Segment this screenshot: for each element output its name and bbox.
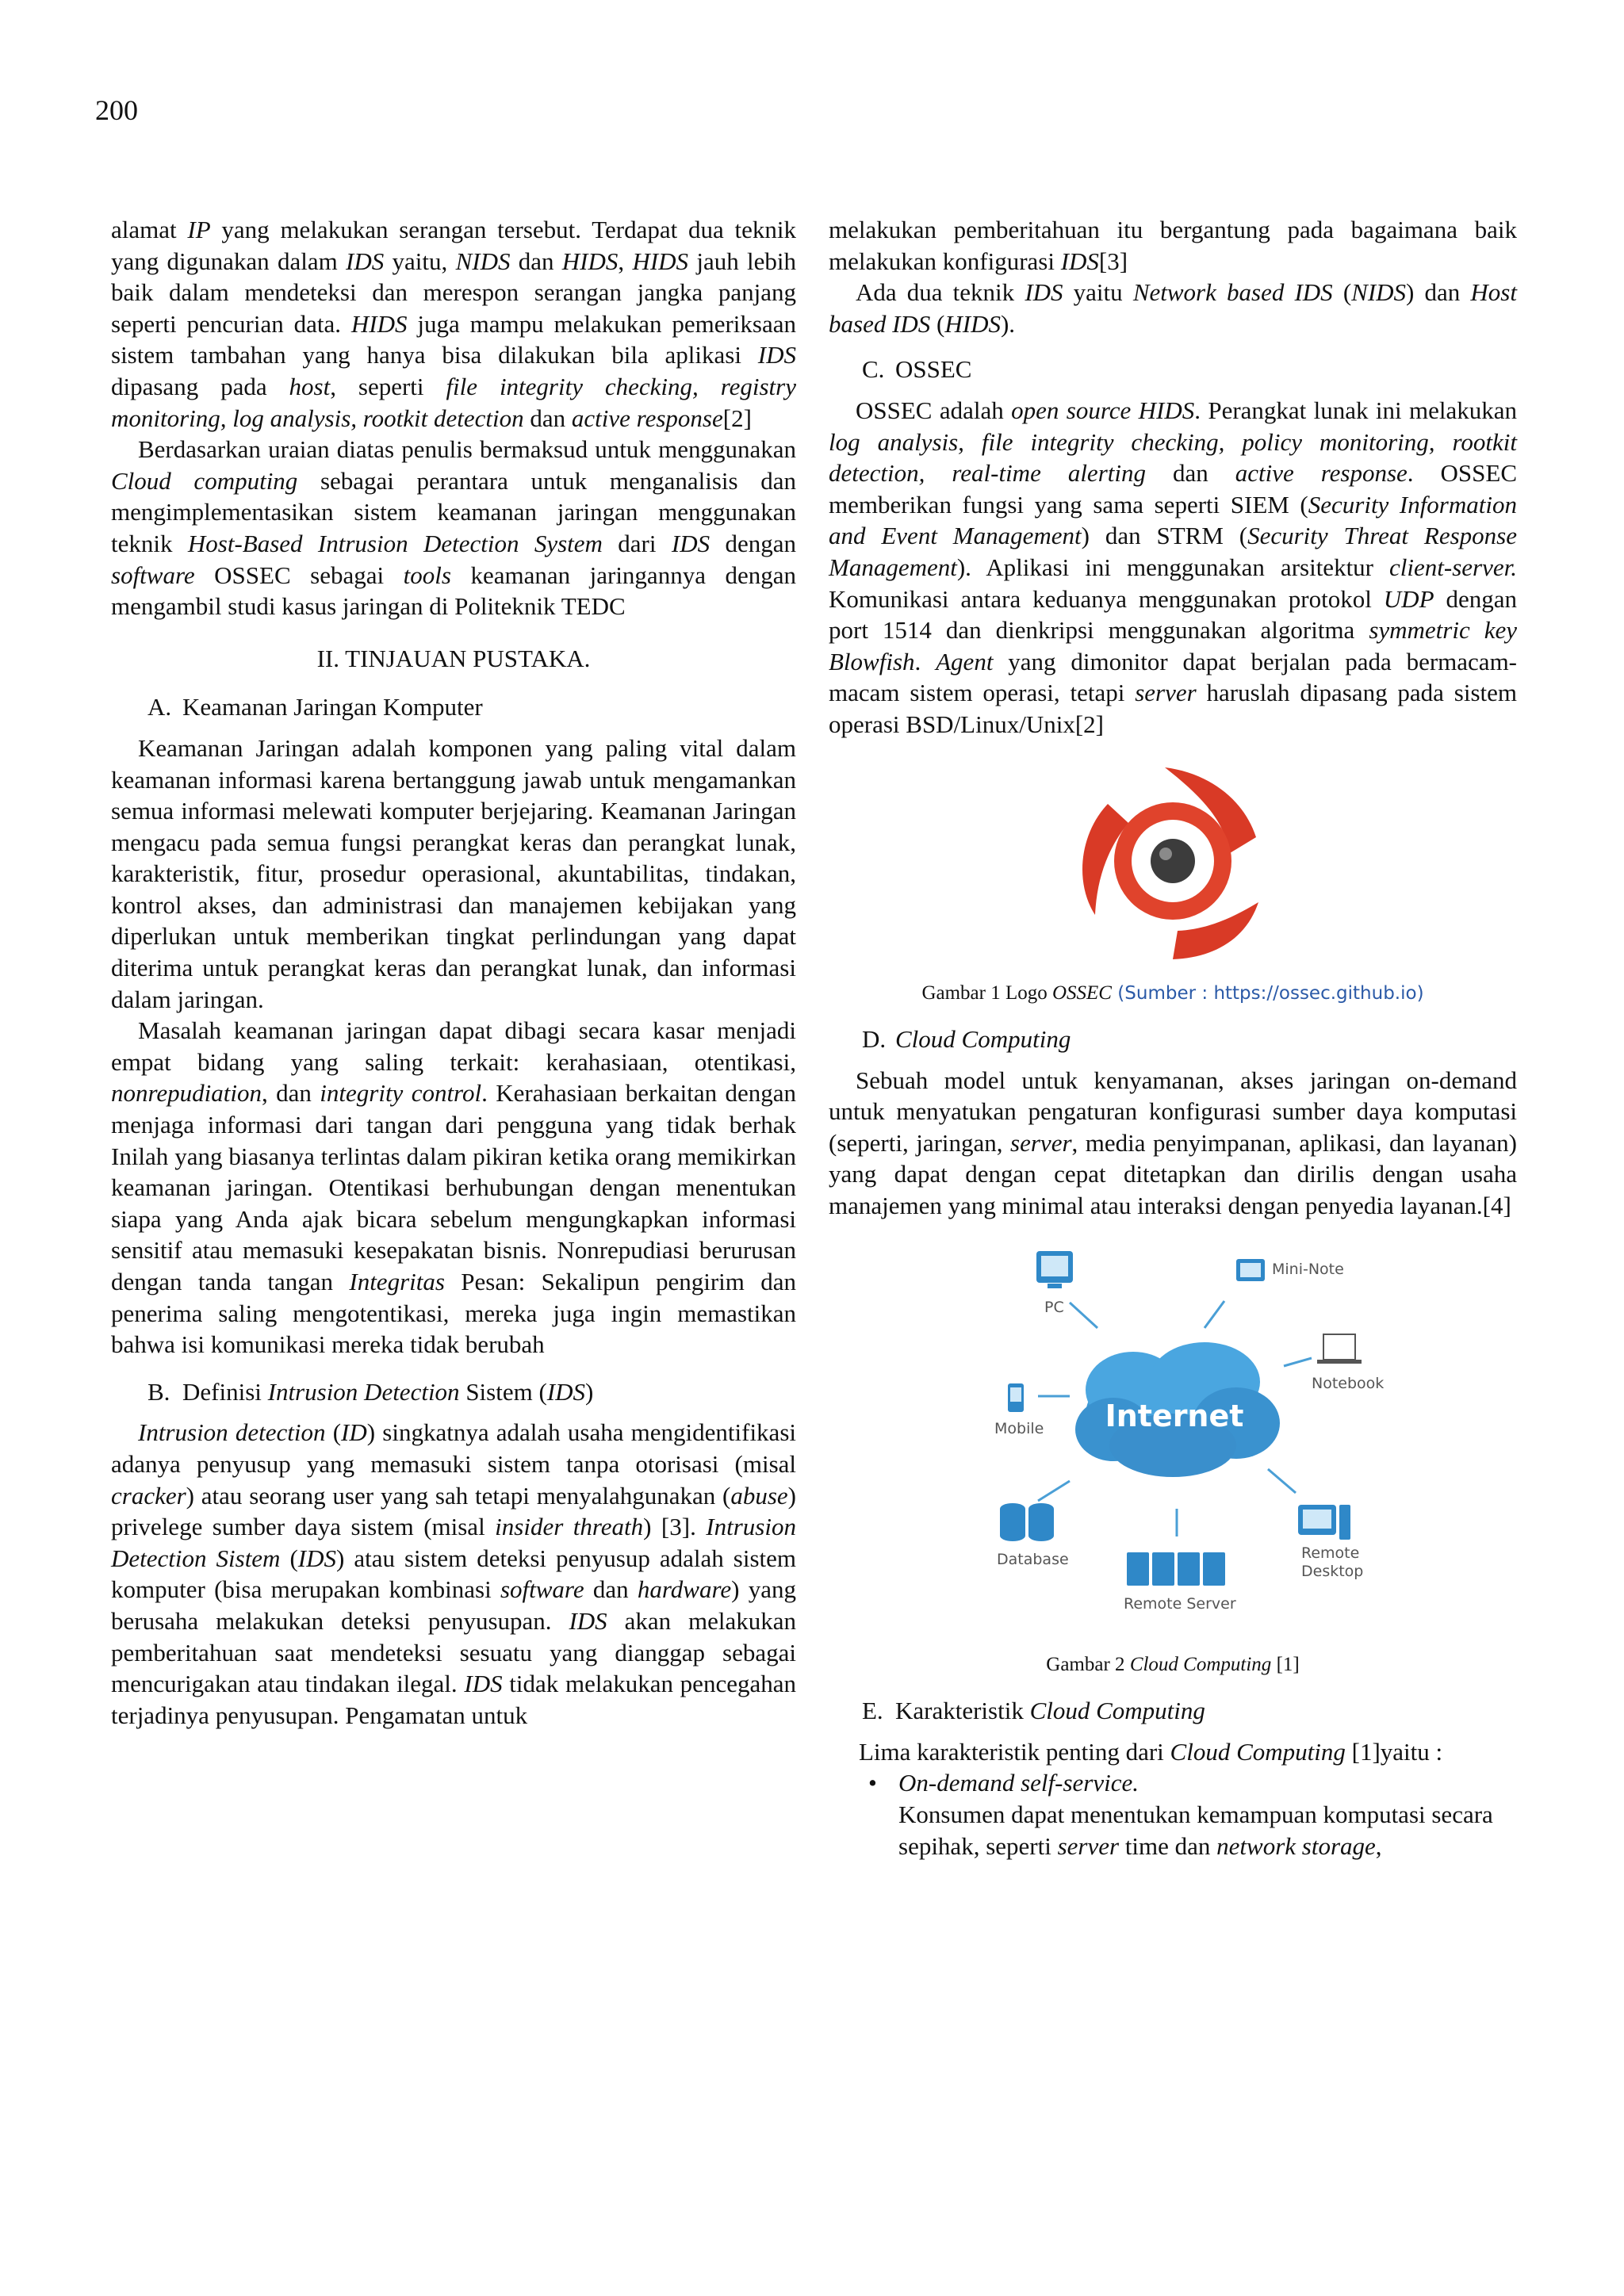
subsection-title-d: D. Cloud Computing (862, 1025, 1071, 1054)
source-link: Sumber : https://ossec.github.io (1124, 983, 1417, 1004)
internet-label: Internet (1105, 1398, 1244, 1433)
paragraph-intrusion-detection: Intrusion detection (ID) singkatnya adalah usaha mengidentifikasi adanya penyusup yang memasuki sistem tanpa otorisasi (misal cracker) atau seorang user yang sah tetapi menyalahgunakan (abuse) privelege sumber daya sistem (misal insider threath) [3]. Intrusion Detection Sistem (IDS) atau sistem deteksi penyusup adalah sistem komputer (bisa merupakan kombinasi software dan hardware) yang berusaha melakukan deteksi penyusupan. IDS akan melakukan pemberitahuan saat mendeteksi sesuatu yang dianggap sebagai mencurigakan atau tindakan ilegal. IDS tidak melakukan pencegahan terjadinya penyusupan. Pengamatan untuk (111, 1418, 796, 1729)
remote-desktop-label-1: Remote (1301, 1544, 1360, 1562)
right-column (829, 214, 1517, 1862)
paragraph-research-purpose: Berdasarkan uraian diatas penulis bermaksud untuk menggunakan Cloud computing sebagai perantara untuk menganalisis dan mengimplementasikan sistem keamanan jaringan menggunakan teknik Host-Based Intrusion Detection System dari IDS dengan software OSSEC sebagai tools keamanan jaringannya dengan mengambil studi kasus jaringan di Politeknik TEDC (111, 435, 796, 621)
mobile-icon (1008, 1383, 1024, 1412)
remote-server-label: Remote Server (1124, 1594, 1236, 1613)
notebook-icon (1317, 1334, 1362, 1364)
ossec-logo-icon (1066, 758, 1280, 964)
database-label: Database (997, 1550, 1069, 1568)
page-number: 200 (95, 94, 138, 126)
database-icon (1000, 1503, 1054, 1541)
paragraph-ids-notification: melakukan pemberitahuan itu bergantung pada bagaimana baik melakukan konfigurasi IDS[3] (829, 216, 1517, 275)
pc-icon (1036, 1251, 1073, 1288)
paragraph-ids-techniques: alamat IP yang melakukan serangan tersebut. Terdapat dua teknik yang digunakan dalam IDS yaitu, NIDS dan HIDS, HIDS jauh lebih baik dalam mendeteksi dan merespon serangan jangka panjang seperti pencurian data. HIDS juga mampu melakukan pemeriksaan sistem tambahan yang hanya bisa dilakukan bila aplikasi IDS dipasang pada host, seperti file integrity checking, registry monitoring, log analysis, rootkit detection dan active response[2] (111, 216, 797, 432)
paragraph-network-security: Keamanan Jaringan adalah komponen yang paling vital dalam keamanan informasi karena bertanggung jawab untuk mengamankan semua informasi melewati komputer berjejaring. Keamanan Jaringan mengacu pada semua fungsi perangkat keras dan perangkat lunak, karakteristik, fitur, prosedur operasional, akuntabilitas, tindakan, kontrol akses, dan administrasi dan manajemen kebijakan yang diperlukan untuk memberikan tingkat perlindungan yang dapat diterima untuk perangkat keras dan perangkat lunak, dan informasi dalam jaringan. (111, 733, 796, 1013)
subsection-title-e: E. Karakteristik Cloud Computing (862, 1697, 1205, 1725)
mobile-label: Mobile (994, 1419, 1044, 1437)
figure-2-caption: Gambar 2 Cloud Computing [1] (1046, 1654, 1300, 1676)
remote-server-icon (1127, 1552, 1225, 1586)
mini-note-label: Mini-Note (1272, 1260, 1344, 1278)
paragraph-ids-types: Ada dua teknik IDS yaitu Network based IDS (NIDS) dan Host based IDS (HIDS). (829, 278, 1517, 338)
figure-1-caption: Gambar 1 Logo OSSEC (Sumber : https://ossec.github.io) (921, 982, 1424, 1004)
paragraph-ossec: OSSEC adalah open source HIDS. Perangkat lunak ini melakukan log analysis, file integrity checking, policy monitoring, rootkit detection, real-time alerting dan active response. OSSEC memberikan fungsi yang sama seperti SIEM (Security Information and Event Management) dan STRM (Security Threat Response Management). Aplikasi ini menggunakan arsitektur client-server. Komunikasi antara keduanya menggunakan protokol UDP dengan port 1514 dan dienkripsi menggunakan algoritma symmetric key Blowfish. Agent yang dimonitor dapat berjalan pada bermacam-macam sistem operasi, tetapi server haruslah dipasang pada sistem operasi BSD/Linux/Unix[2] (829, 396, 1518, 738)
pc-label: PC (1044, 1298, 1064, 1316)
remote-desktop-label-2: Desktop (1301, 1562, 1364, 1580)
subsection-title-b: B. Definisi Intrusion Detection Sistem (IDS) (147, 1377, 594, 1406)
cloud-network-diagram (951, 1239, 1395, 1636)
ossec-logo-figure (829, 758, 1517, 972)
notebook-label: Notebook (1312, 1374, 1385, 1392)
subsection-title-a: A. Keamanan Jaringan Komputer (147, 693, 483, 721)
characteristics-list (829, 1767, 1517, 1862)
bullet-icon: • (868, 1769, 877, 1797)
subsection-title-c: C. OSSEC (862, 355, 972, 384)
mini-note-icon (1236, 1259, 1265, 1281)
left-column (111, 214, 796, 1731)
cloud-computing-diagram (829, 1239, 1517, 1644)
paragraph-security-problems: Masalah keamanan jaringan dapat dibagi secara kasar menjadi empat bidang yang saling terkait: kerahasiaan, otentikasi, nonrepudiation, dan integrity control. Kerahasiaan berkaitan dengan menjaga informasi dari tangan dari pengguna yang tidak berhak Inilah yang biasanya terlintas dalam pikiran ketika orang memikirkan keamanan jaringan. Otentikasi berhubungan dengan menentukan siapa yang Anda ajak bicara sebelum mengungkapkan informasi sensitif atau memasuki kesepakatan bisnis. Nonrepudiasi berurusan dengan tanda tangan Integritas Pesan: Sekalipun pengirim dan penerima saling mengotentikasi, mereka juga ingin memastikan bahwa isi komunikasi mereka tidak berubah (111, 1016, 796, 1359)
section-title-tinjauan-pustaka: II. TINJAUAN PUSTAKA. (316, 644, 591, 672)
remote-desktop-icon (1298, 1505, 1350, 1540)
paragraph-characteristics-intro: Lima karakteristik penting dari Cloud Computing [1]yaitu : (859, 1737, 1443, 1766)
list-item: • On-demand self-service. Konsumen dapat menentukan kemampuan komputasi secara sepihak, seperti server time dan network storage, (868, 1769, 1493, 1860)
paragraph-cloud-computing: Sebuah model untuk kenyamanan, akses jaringan on-demand untuk menyatukan pengaturan konfigurasi sumber daya komputasi (seperti, jaringan, server, media penyimpanan, aplikasi, dan layanan) yang dapat dengan cepat ditetapkan dan dirilis dengan usaha manajemen yang minimal atau interaksi dengan penyedia layanan.[4] (829, 1066, 1517, 1220)
